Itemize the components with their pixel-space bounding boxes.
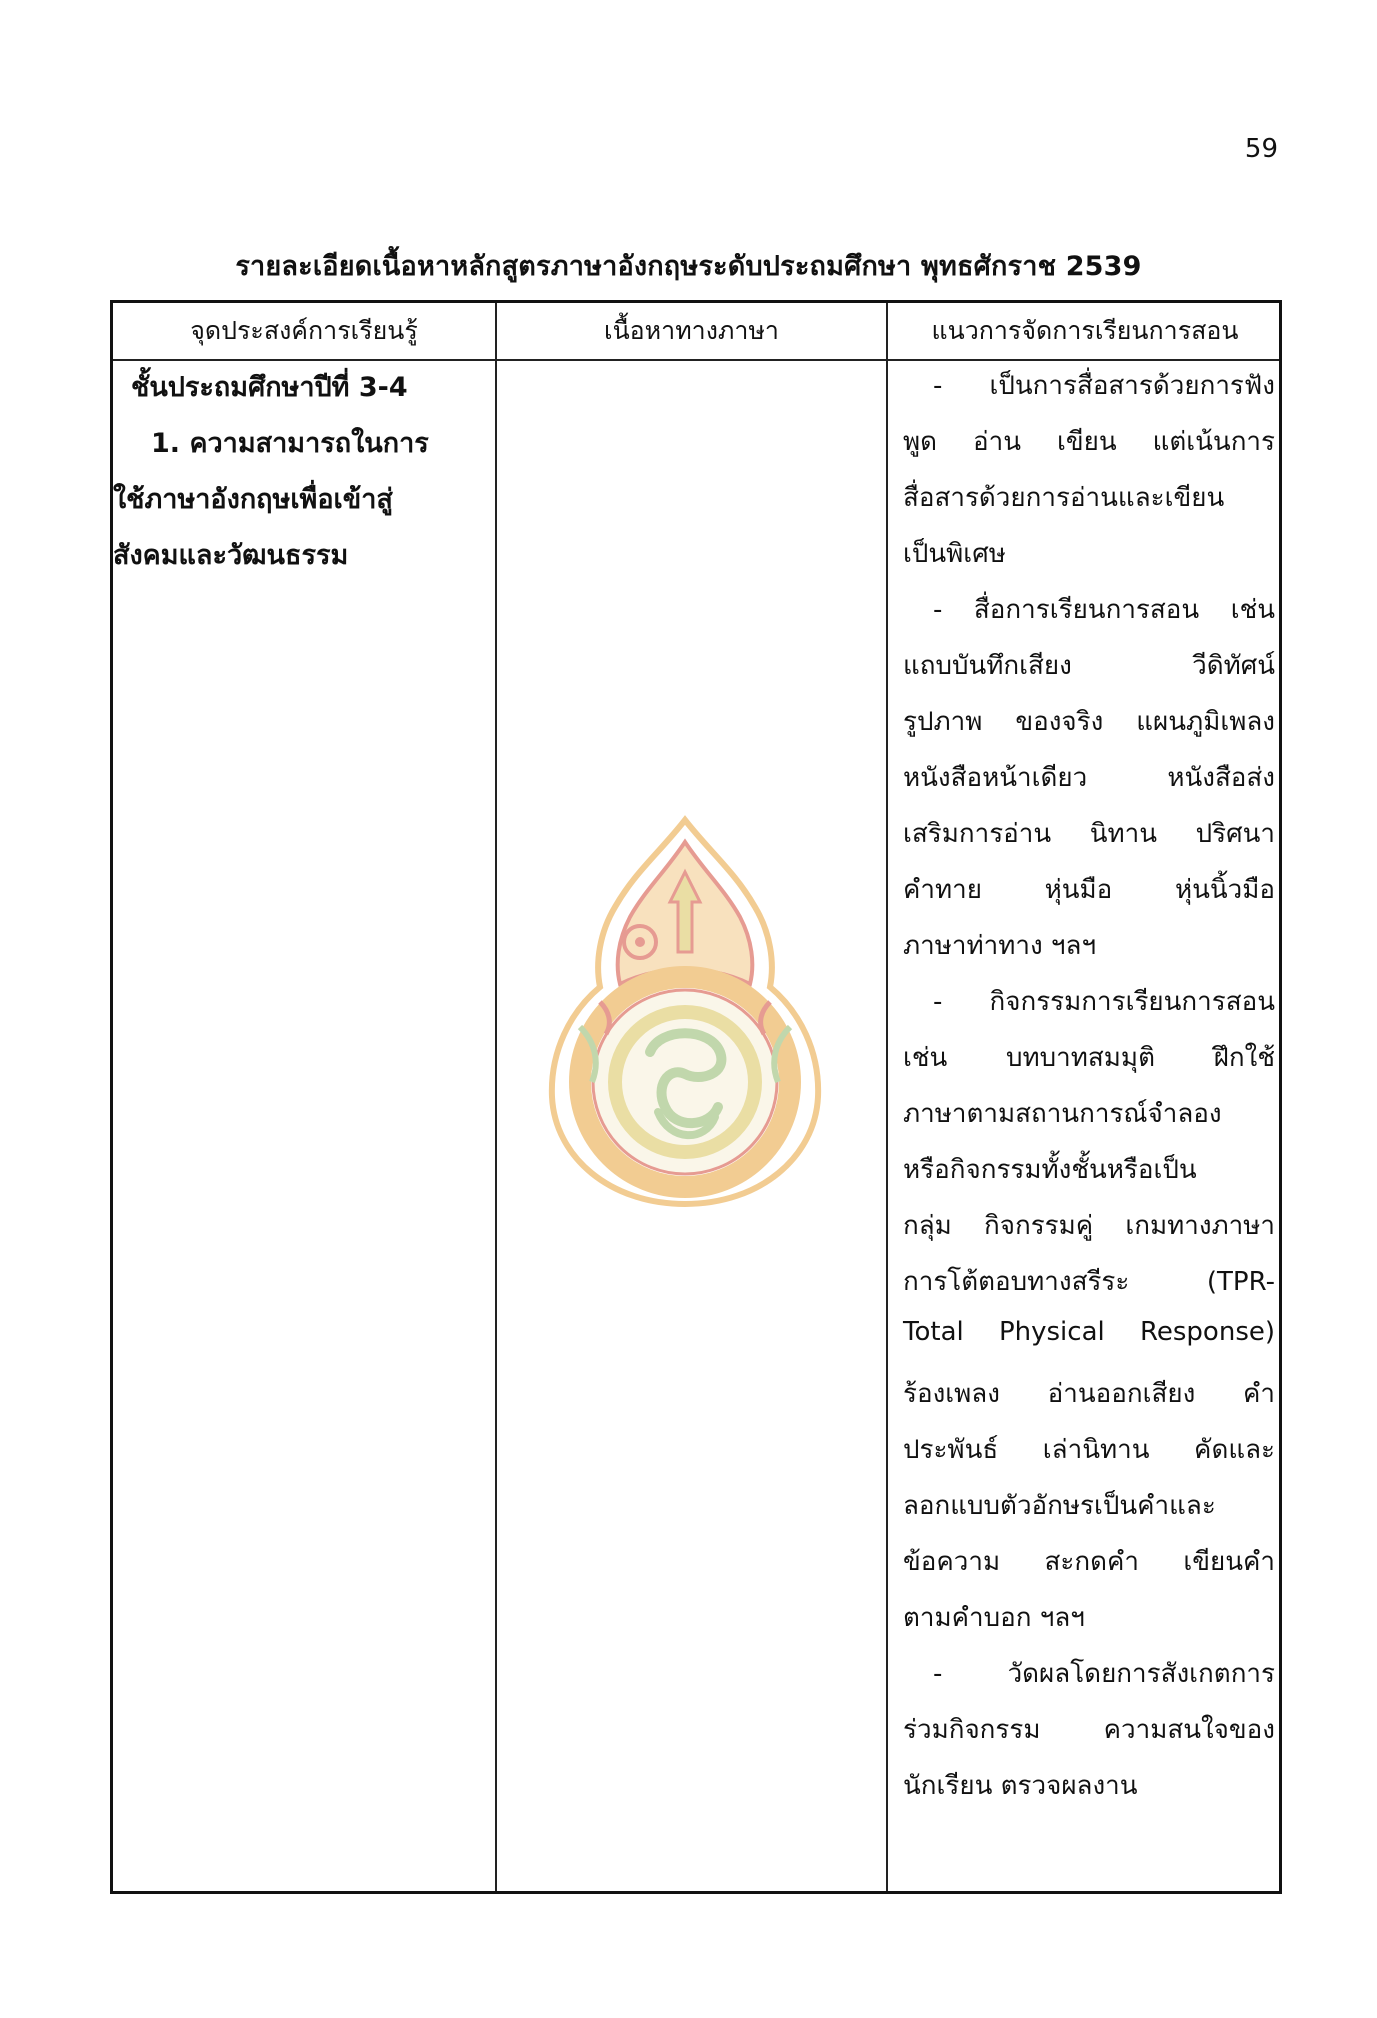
teaching-line: เสริมการอ่าน นิทาน ปริศนา: [903, 819, 1275, 849]
teaching-line: หนังสือหน้าเดียว หนังสือส่ง: [903, 763, 1275, 793]
teaching-line: ตามคำบอก ฯลฯ: [903, 1603, 1085, 1633]
teaching-line: หรือกิจกรรมทั้งชั้นหรือเป็น: [903, 1155, 1197, 1185]
teaching-line: ร่วมกิจกรรม ความสนใจของ: [903, 1715, 1275, 1745]
teaching-line: ภาษาท่าทาง ฯลฯ: [903, 931, 1097, 961]
objectives-line: สังคมและวัฒนธรรม: [113, 540, 349, 571]
teaching-line: - วัดผลโดยการสังเกตการ: [933, 1659, 1275, 1689]
teaching-line: เช่น บทบาทสมมุติ ฝึกใช้: [903, 1043, 1275, 1073]
header-divider: [113, 359, 1279, 361]
page-number: 59: [1244, 134, 1278, 164]
header-language-content: เนื้อหาทางภาษา: [604, 316, 779, 345]
teaching-line: - สื่อการเรียนการสอน เช่น: [933, 595, 1275, 625]
teaching-line: - เป็นการสื่อสารด้วยการฟัง: [933, 371, 1275, 401]
teaching-line: นักเรียน ตรวจผลงาน: [903, 1771, 1138, 1801]
teaching-line: ข้อความ สะกดคำ เขียนคำ: [903, 1547, 1275, 1577]
objectives-line: ใช้ภาษาอังกฤษเพื่อเข้าสู่: [113, 484, 393, 515]
objectives-line: ชั้นประถมศึกษาปีที่ 3-4: [131, 372, 408, 403]
column-divider: [495, 303, 497, 1891]
teaching-line: เป็นพิเศษ: [903, 539, 1006, 569]
teaching-line: ประพันธ์ เล่านิทาน คัดและ: [903, 1435, 1275, 1465]
objectives-line: 1. ความสามารถในการ: [151, 428, 429, 459]
teaching-line: รูปภาพ ของจริง แผนภูมิเพลง: [903, 707, 1275, 737]
teaching-line: คำทาย หุ่นมือ หุ่นนิ้วมือ: [903, 875, 1275, 905]
teaching-line: สื่อสารด้วยการอ่านและเขียน: [903, 483, 1225, 513]
column-divider: [886, 303, 888, 1891]
document-title: รายละเอียดเนื้อหาหลักสูตรภาษาอังกฤษระดับประถมศึกษา พุทธศักราช 2539: [235, 251, 1142, 282]
teaching-line: พูด อ่าน เขียน แต่เน้นการ: [903, 427, 1275, 457]
teaching-line: แถบบันทึกเสียง วีดิทัศน์: [903, 651, 1275, 681]
header-objectives: จุดประสงค์การเรียนรู้: [190, 316, 418, 345]
teaching-line: Total Physical Response): [903, 1317, 1275, 1347]
teaching-line: กลุ่ม กิจกรรมคู่ เกมทางภาษา: [903, 1211, 1275, 1241]
teaching-line: ร้องเพลง อ่านออกเสียง คำ: [903, 1379, 1275, 1409]
header-teaching-approach: แนวการจัดการเรียนการสอน: [931, 316, 1239, 345]
teaching-line: ลอกแบบตัวอักษรเป็นคำและ: [903, 1491, 1216, 1521]
teaching-line: ภาษาตามสถานการณ์จำลอง: [903, 1099, 1222, 1129]
teaching-line: - กิจกรรมการเรียนการสอน: [933, 987, 1275, 1017]
teaching-line: การโต้ตอบทางสรีระ (TPR-: [903, 1267, 1275, 1297]
seal-emblem-icon: [540, 812, 830, 1212]
obec-seal-watermark: [540, 812, 830, 1212]
